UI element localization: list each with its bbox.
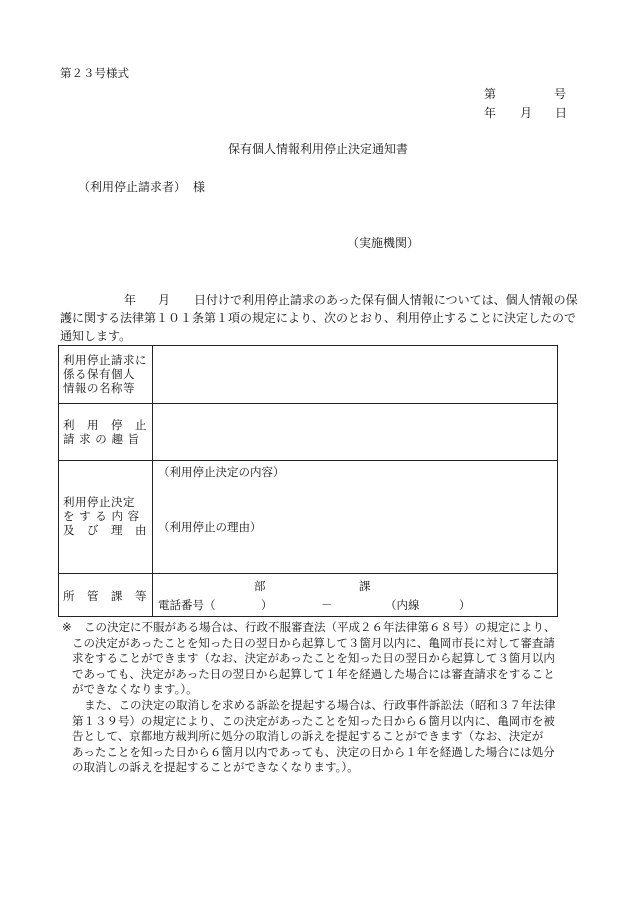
row-label-information-name (63, 353, 156, 395)
label-line: 利用停止決定 (63, 495, 135, 509)
phone-label: 電話番号（ (158, 598, 216, 612)
section-label: 課 (359, 579, 371, 593)
table-row-divider (59, 403, 557, 404)
note-paragraph-lawsuit (58, 698, 573, 776)
note-mark: ※ (62, 620, 72, 634)
note-line: 第１３９号）の規定により、この決定があったことを知った日から６箇月以内に、亀岡市を被 (72, 713, 555, 728)
label-line: 請 求 の 趣 旨 (63, 432, 140, 446)
table-row-divider (59, 573, 557, 574)
date-year: 年 (484, 106, 497, 120)
row-label-department: 所 管 課 等 (63, 589, 147, 603)
note-line: 求をすることができます（なお、決定があったことを知った日の翌日から起算して３箇月以内 (72, 651, 555, 665)
department-label: 部 (254, 579, 266, 593)
phone-dash: － (321, 598, 333, 612)
addressee-requester: （利用停止請求者） (78, 180, 187, 194)
note-line: また、この決定の取消しを求める訴訟を提起する場合は、行政事件訴訟法（昭和３７年法律 (84, 698, 556, 712)
decision-content-label: （利用停止決定の内容） (158, 465, 285, 479)
date-day: 日 (555, 106, 568, 120)
table-row-divider (59, 460, 557, 461)
document-title: 保有個人情報利用停止決定通知書 (228, 142, 409, 156)
row-label-decision-content (63, 495, 156, 537)
document-number-suffix: 号 (554, 87, 567, 101)
label-line: を す る 内 容 (63, 509, 140, 523)
label-line: 利 用 停 止 (63, 418, 147, 432)
label-line: 利用停止請求に (63, 353, 147, 367)
form-number: 第２３号様式 (60, 66, 129, 80)
decision-reason-label: （利用停止の理由） (158, 520, 262, 534)
decision-table (58, 345, 558, 617)
extension-close: ） (459, 598, 471, 612)
label-line: 係る保有個人 (63, 367, 135, 381)
body-line-3: 通知します。 (60, 329, 132, 343)
note-line: ができなくなります。）。 (72, 682, 198, 696)
body-month: 月 (158, 293, 171, 307)
addressee-honorific: 様 (193, 180, 206, 194)
note-line: であっても、決定があった日の翌日から起算して１年を経過した場合には審査請求をすること (72, 666, 555, 681)
note-line: の取消しの訴えを提起することができなくなります。）。 (72, 760, 359, 774)
note-line: 告として、京都地方裁判所に処分の取消しの訴えを提起することができます（なお、決定が (72, 729, 544, 743)
body-year: 年 (124, 293, 137, 307)
note-line: この決定があったことを知った日の翌日から起算して３箇月以内に、亀岡市長に対して審査請 (72, 635, 555, 650)
label-line: 情報の名称等 (63, 381, 135, 395)
row-label-request-purpose (63, 418, 156, 446)
extension-label: （内線 (385, 598, 420, 612)
issuing-agency: （実施機関） (347, 236, 420, 250)
phone-close: ） (261, 598, 273, 612)
document-number-prefix: 第 (484, 87, 497, 101)
note-line: この決定に不服がある場合は、行政不服審査法（平成２６年法律第６８号）の規定により、 (84, 620, 556, 634)
label-line: 及 び 理 由 (63, 523, 147, 537)
note-paragraph-appeal (58, 620, 573, 698)
body-line-2: 護に関する法律第１０１条第１項の規定により、次のとおり、利用停止することに決定したので (60, 311, 577, 325)
body-line-1: 日付けで利用停止請求のあった保有個人情報については、個人情報の保 (194, 293, 578, 307)
note-line: あったことを知った日から６箇月以内であっても、決定の日から１年を経過した場合には処分 (72, 744, 555, 759)
date-month: 月 (520, 106, 533, 120)
